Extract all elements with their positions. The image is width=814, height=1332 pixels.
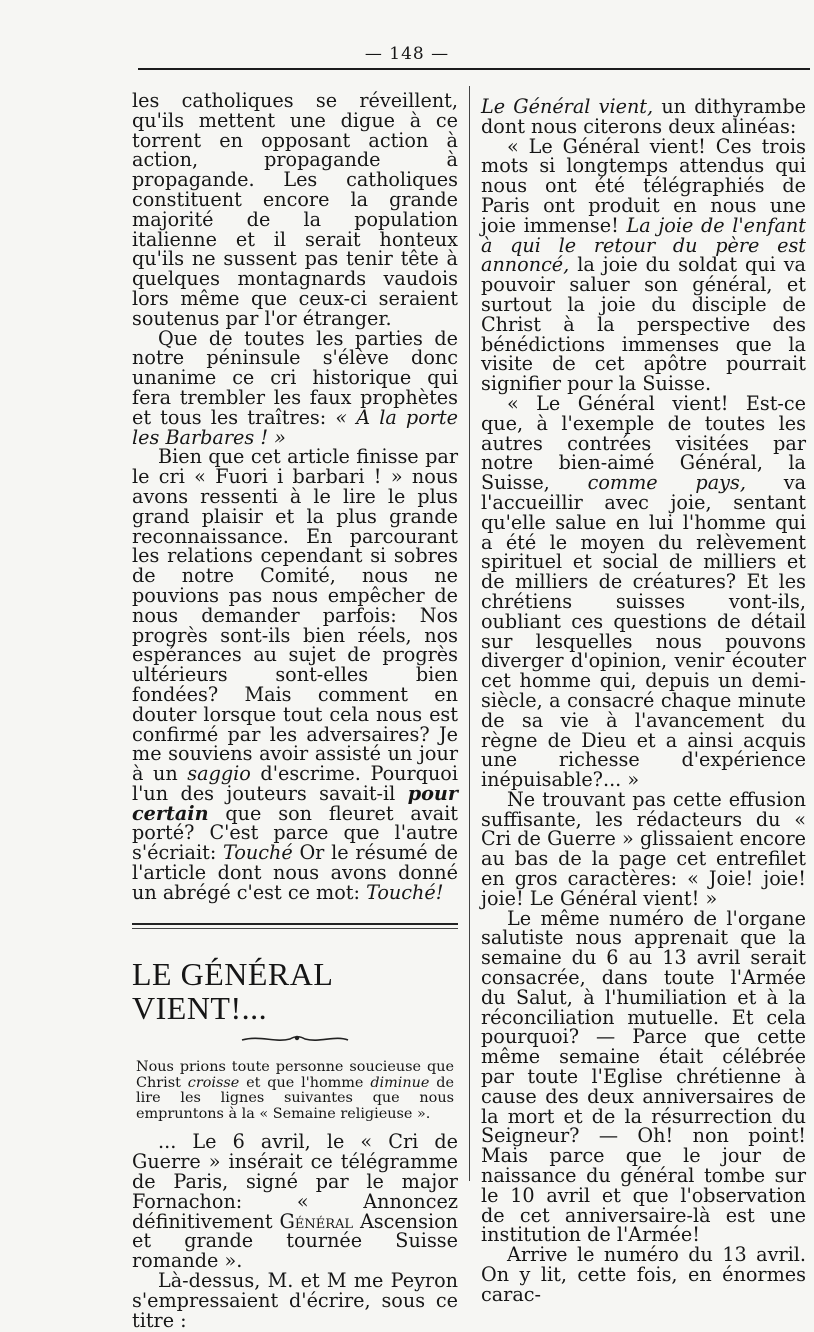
paragraph-text: la joie du soldat qui va pouvoir saluer son général, et surtout la joie du disciple de Christ à la perspective des bénédictions immenses que la visite de cet apôtre pourrait signifier pour la Suisse. xyxy=(481,253,806,396)
paragraph-text: d'escrime. Pourquoi l'un des jouteurs savait-il xyxy=(132,762,458,805)
notice-text: de lire les lignes suivantes que nous empruntons à la « Semaine religieuse ». xyxy=(136,1074,455,1122)
flourish-icon xyxy=(240,1033,350,1045)
left-column xyxy=(132,91,458,1330)
section-rule xyxy=(132,923,458,929)
paragraph-text: « Le Général vient! Est-ce que, à l'exemple de toutes les autres contrées visitées par notre bien-aimé Général, la Suisse, xyxy=(481,391,806,495)
paragraph xyxy=(132,1132,458,1271)
paragraph: les catholiques se réveillent, qu'ils mettent une digue à ce torrent en opposant action à action, propagande à propagande. Les catholiques constituent encore la grande majorité de la population italienne et il serait honteux qu'ils ne sussent pas tenir tête à quelques montagnards vaudois lors même que ceux-ci seraient soutenus par l'or étranger. xyxy=(132,89,458,330)
paragraph: Ne trouvant pas cette effusion suffisante, les rédacteurs du « Cri de Guerre » glissaient encore au bas de la page cet entrefilet en gros caractères: « Joie! joie! joie! Le Général vient! » xyxy=(481,787,806,910)
quote-barbares: « A la porte les Barbares ! » xyxy=(132,405,458,449)
paragraph: Là-dessus, M. et M me Peyron s'empressaient d'écrire, sous ce titre : xyxy=(132,1269,458,1332)
page-number: — 148 — xyxy=(364,44,450,64)
paragraph: Le même numéro de l'organe salutiste nous apprenait que la semaine du 6 au 13 avril serait consacrée, dans toute l'Armée du Salut, à l'humiliation et à la réconciliation mutuelle. Et cela pourquoi? — Parce que cette même semaine était célébrée par toute l'Eglise chrétienne à cause des deux anniversaires de la mort et de la résurrection du Seigneur? — Oh! non point! Mais parce que le jour de naissance du général tombe sur le 10 avril et que l'observation de cet anniversaire-là est une institution de l'Armée! xyxy=(481,906,806,1247)
italic-phrase: comme pays, xyxy=(587,471,746,495)
column-divider xyxy=(469,86,470,1181)
paragraph-text: va l'accueillir avec joie, sentant qu'elle salue en lui l'homme qui a été le moyen du relèvement spirituel et social de milliers et de milliers de créatures? Et les chrétiens suisses vont-ils, oubliant ces questions de détail sur lesquelles nous pouvons diverger d'opinion, venir écouter cet homme qui, depuis un demi-siècle, a consacré chaque minute de sa vie à l'avancement du règne de Dieu et a ainsi acquis une richesse d'expérience inépuisable?... » xyxy=(481,471,807,792)
paragraph-text: que son fleuret avait porté? C'est parce que l'autre s'écriait: xyxy=(132,801,458,865)
paragraph xyxy=(481,97,806,137)
italic-phrase: La joie de l'enfant à qui le retour du père est annoncé, xyxy=(481,213,807,277)
right-column xyxy=(481,97,806,1305)
small-caps-word: Général xyxy=(279,1209,354,1233)
paragraph xyxy=(132,326,458,449)
paragraph xyxy=(132,447,458,902)
italic-word: pour certain xyxy=(132,781,458,825)
section-title: LE GÉNÉRAL VIENT!... xyxy=(132,955,333,1026)
italic-word: croisse xyxy=(187,1074,240,1091)
paragraph-text: Or le résumé de l'article dont nous avons donné un abrégé c'est ce mot: xyxy=(132,841,458,904)
notice-text: et que l'homme xyxy=(246,1074,364,1091)
paragraph-text: « Le Général vient! Ces trois mots si longtemps attendus qui nous ont été télégraphiés de Paris ont produit en nous une joie immense! xyxy=(481,134,806,237)
notice-text: Nous prions toute personne soucieuse que Christ xyxy=(136,1059,454,1091)
italic-title: Le Général vient, xyxy=(481,95,654,118)
paragraph-text: Bien que cet article finisse par le cri « Fuori i barbari ! » nous avons ressenti à le lire le plus grand plaisir et la plus grande reconnaissance. En parcourant les relations cependant si sobres de notre Comité, nous ne pouvions pas nous empêcher de nous demander parfois: Nos progrès sont-ils bien réels, nos espérances au sujet de progrès ultérieurs sont-elles bien fondées? Mais comment en douter lorsque tout cela nous est confirmé par les adversaires? Je me souviens avoir assisté un jour à un xyxy=(132,445,458,786)
paragraph: Arrive le numéro du 13 avril. On y lit, cette fois, en énormes carac- xyxy=(481,1243,806,1306)
notice xyxy=(136,1060,454,1122)
paragraph-text: Que de toutes les parties de notre péninsule s'élève donc unanime ce cri historique qui fera trembler les faux prophètes et tous les traîtres: xyxy=(132,326,458,429)
paragraph-text: ... Le 6 avril, le « Cri de Guerre » insérait ce télégramme de Paris, signé par le major Fornachon: « Annoncez définitivement xyxy=(132,1130,458,1233)
paragraph xyxy=(481,391,807,792)
italic-word: diminue xyxy=(370,1074,430,1091)
paragraph-text: Ascension et grande tournée Suisse romande ». xyxy=(132,1209,458,1273)
italic-word: Touché! xyxy=(366,880,444,904)
paragraph xyxy=(481,134,807,396)
italic-word: Touché xyxy=(223,841,293,865)
ornament-icon xyxy=(132,1031,458,1051)
paragraph-text: un dithyrambe dont nous citerons deux alinéas: xyxy=(481,95,807,138)
italic-word: saggio xyxy=(187,762,251,786)
header-rule xyxy=(138,68,810,70)
